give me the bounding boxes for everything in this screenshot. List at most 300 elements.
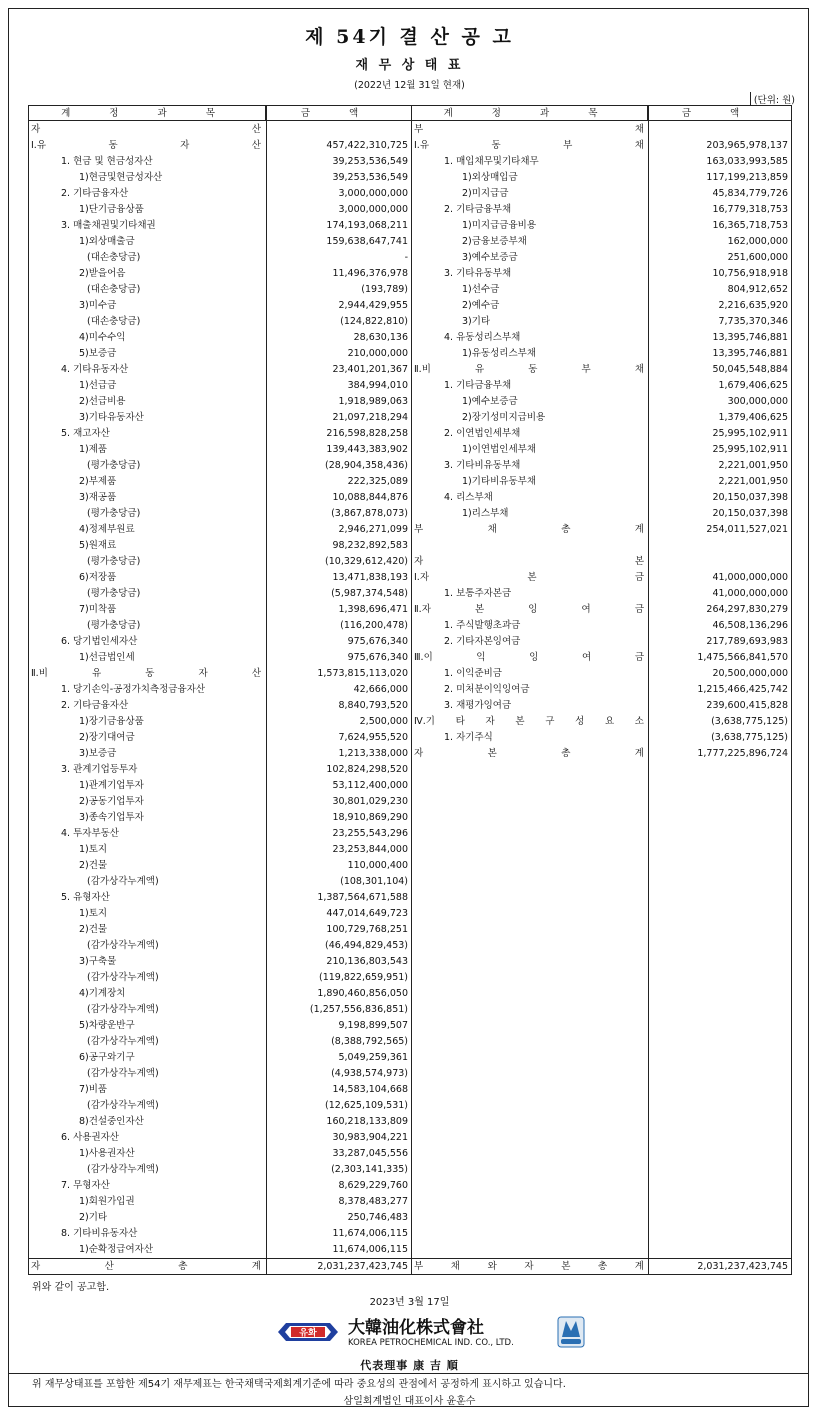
label-part: 채	[634, 364, 644, 375]
account-label: 2. 기타금융자산	[61, 188, 129, 199]
account-label: (감가상각누계액)	[87, 1164, 159, 1175]
table-row	[29, 1098, 791, 1114]
account-label: 1. 자기주식	[444, 732, 493, 743]
account-label: 8)건설중인자산	[79, 1116, 144, 1127]
account-amount: (3,867,878,073)	[331, 508, 408, 519]
account-amount: 2,500,000	[359, 716, 408, 727]
account-amount: 222,325,089	[347, 476, 408, 487]
account-amount: 25,995,102,911	[712, 444, 788, 455]
label-part: 금	[634, 572, 644, 583]
table-row	[29, 698, 791, 714]
table-row	[29, 394, 791, 410]
label-part: 채	[450, 1261, 460, 1272]
account-amount: 1,679,406,625	[718, 380, 788, 391]
account-amount: 216,598,828,258	[326, 428, 408, 439]
account-label: 1)유동성리스부채	[462, 348, 536, 359]
table-row	[29, 1034, 791, 1050]
account-label: 5)원재료	[79, 540, 117, 551]
table-row	[29, 746, 791, 762]
table-row	[29, 138, 791, 154]
account-label: 2)기타	[79, 1212, 108, 1223]
table-row	[29, 330, 791, 346]
label-part: 총	[178, 1261, 188, 1272]
account-label: (평가충당금)	[87, 588, 141, 599]
label-part: Ⅰ.유	[31, 140, 46, 151]
label-part: 자	[31, 124, 41, 135]
account-label: (감가상각누계액)	[87, 940, 159, 951]
account-label: 1)이연법인세부채	[462, 444, 536, 455]
account-label: 5)보증금	[79, 348, 117, 359]
account-label: 3. 기타비유동부채	[444, 460, 521, 471]
label-part: 자	[414, 748, 424, 759]
account-label: 1)관계기업투자	[79, 780, 144, 791]
table-row	[29, 650, 791, 666]
account-amount: 1,215,466,425,742	[697, 684, 788, 695]
account-amount: 3,000,000,000	[338, 204, 408, 215]
account-label	[414, 362, 644, 378]
account-amount: 16,779,318,753	[712, 204, 788, 215]
account-amount: 251,600,000	[727, 252, 788, 263]
account-amount: (119,822,659,951)	[318, 972, 408, 983]
account-label: 7)미착품	[79, 604, 117, 615]
account-amount: 1,475,566,841,570	[697, 652, 788, 663]
account-amount: (3,638,775,125)	[711, 716, 788, 727]
account-amount: 1,890,460,856,050	[317, 988, 408, 999]
account-label: 1)회원가입권	[79, 1196, 135, 1207]
table-row	[29, 938, 791, 954]
account-amount: 203,965,978,137	[706, 140, 788, 151]
label-part: 자	[198, 668, 208, 679]
left-total-amount: 2,031,237,423,745	[317, 1261, 408, 1272]
account-label	[414, 554, 644, 570]
table-row	[29, 842, 791, 858]
account-amount: 1,398,696,471	[338, 604, 408, 615]
account-label	[414, 570, 644, 586]
label-part: 계	[634, 524, 644, 535]
label-part: 산	[251, 140, 261, 151]
account-amount: 8,840,793,520	[338, 700, 408, 711]
account-amount: (116,200,478)	[340, 620, 408, 631]
account-amount: 18,910,869,290	[332, 812, 408, 823]
label-part: 요	[604, 716, 615, 727]
account-label: 2)장기성미지급비용	[462, 412, 546, 423]
table-row	[29, 186, 791, 202]
account-label: 1)사용권자산	[79, 1148, 135, 1159]
account-label: 1. 주식발행초과금	[444, 620, 521, 631]
account-label: 4. 유동성리스부채	[444, 332, 521, 343]
account-label	[414, 522, 644, 538]
label-part: 금	[634, 652, 644, 663]
account-label: 1)선급법인세	[79, 652, 135, 663]
account-amount: 300,000,000	[727, 396, 788, 407]
label-part: 총	[561, 748, 571, 759]
account-amount: (4,938,574,973)	[331, 1068, 408, 1079]
label-part: 와	[487, 1261, 497, 1272]
label-part: 자	[485, 716, 495, 727]
account-amount: 2,944,429,955	[338, 300, 408, 311]
label-part: 잉	[528, 604, 538, 615]
account-label: 5)차량운반구	[79, 1020, 135, 1031]
account-amount: (10,329,612,420)	[325, 556, 408, 567]
table-row	[29, 906, 791, 922]
account-label: 1. 이익준비금	[444, 668, 502, 679]
account-label: (감가상각누계액)	[87, 876, 159, 887]
account-label: 4. 리스부채	[444, 492, 493, 503]
account-label: 2. 기타금융자산	[61, 700, 129, 711]
account-amount: 11,674,006,115	[332, 1244, 408, 1255]
table-row	[29, 602, 791, 618]
account-amount: 20,150,037,398	[712, 492, 788, 503]
account-label: (감가상각누계액)	[87, 1068, 159, 1079]
label-part: 채	[634, 124, 644, 135]
table-row	[29, 1242, 791, 1258]
account-label: 1)현금및현금성자산	[79, 172, 163, 183]
table-row	[29, 890, 791, 906]
table-row	[29, 826, 791, 842]
account-amount: 39,253,536,549	[332, 156, 408, 167]
account-label: 3)구축물	[79, 956, 117, 967]
label-part: 익	[476, 652, 486, 663]
account-label: 2. 기타자본잉여금	[444, 636, 521, 647]
account-label: 1)토지	[79, 844, 108, 855]
label-part: 채	[634, 140, 644, 151]
account-amount: 11,674,006,115	[332, 1228, 408, 1239]
account-label: 2)예수금	[462, 300, 500, 311]
label-part: 본	[634, 556, 644, 567]
account-label: 1)선수금	[462, 284, 500, 295]
account-amount: 23,255,543,296	[332, 828, 408, 839]
account-amount: (12,625,109,531)	[325, 1100, 408, 1111]
label-part: 부	[563, 140, 573, 151]
label-part: 여	[581, 604, 591, 615]
label-part: 본	[527, 572, 537, 583]
table-row	[29, 250, 791, 266]
label-part: 산	[104, 1261, 114, 1272]
label-part: 부	[581, 364, 591, 375]
account-label: 1. 보통주자본금	[444, 588, 512, 599]
account-amount: 8,629,229,760	[338, 1180, 408, 1191]
right-amount-header: 금 액	[648, 106, 791, 121]
account-amount: 23,401,201,367	[332, 364, 408, 375]
table-row	[29, 762, 791, 778]
account-label: (평가충당금)	[87, 508, 141, 519]
account-label: 5. 재고자산	[61, 428, 110, 439]
announcement-note: 위와 같이 공고함.	[32, 1282, 110, 1293]
table-row	[29, 794, 791, 810]
account-label: 2)선급비용	[79, 396, 126, 407]
label-part: 동	[491, 140, 501, 151]
account-amount: 384,994,010	[347, 380, 408, 391]
account-label: 3. 관계기업등투자	[61, 764, 138, 775]
label-part: 소	[634, 716, 644, 727]
account-label: (대손충당금)	[87, 284, 141, 295]
account-label: 1)장기금융상품	[79, 716, 144, 727]
account-label: 2)금융보증부채	[462, 236, 527, 247]
label-part: Ⅱ.비	[31, 668, 48, 679]
table-row	[29, 426, 791, 442]
account-label: (감가상각누계액)	[87, 972, 159, 983]
account-amount: 2,216,635,920	[718, 300, 788, 311]
account-label: 1)제품	[79, 444, 108, 455]
account-label	[414, 122, 644, 138]
account-label: 2)건물	[79, 860, 108, 871]
label-part: 채	[487, 524, 497, 535]
account-label: 1)기타비유동부채	[462, 476, 536, 487]
account-label: 1)리스부채	[462, 508, 509, 519]
account-label: 1)미지급금융비용	[462, 220, 536, 231]
account-amount: 11,496,376,978	[332, 268, 408, 279]
account-label: 2)부제품	[79, 476, 117, 487]
table-row	[29, 170, 791, 186]
account-amount: 162,000,000	[727, 236, 788, 247]
left-total-label	[31, 1259, 261, 1275]
label-part: 본	[561, 1261, 571, 1272]
account-amount: 100,729,768,251	[326, 924, 408, 935]
account-amount: 14,583,104,668	[332, 1084, 408, 1095]
account-amount: (2,303,141,335)	[331, 1164, 408, 1175]
table-row	[29, 618, 791, 634]
label-part: Ⅱ.비	[414, 364, 431, 375]
account-amount: 5,049,259,361	[338, 1052, 408, 1063]
table-row	[29, 282, 791, 298]
account-label: 2)장기대여금	[79, 732, 135, 743]
label-part: Ⅲ.이	[414, 652, 433, 663]
account-label: 3)미수금	[79, 300, 117, 311]
table-row	[29, 554, 791, 570]
account-label: 3. 기타유동부채	[444, 268, 512, 279]
table-row	[29, 874, 791, 890]
label-part: 잉	[529, 652, 539, 663]
label-part: Ⅰ.유	[414, 140, 429, 151]
label-part: 부	[414, 1261, 424, 1272]
total-row	[29, 1259, 791, 1275]
account-amount: 1,379,406,625	[718, 412, 788, 423]
account-amount: 21,097,218,294	[332, 412, 408, 423]
table-row	[29, 122, 791, 138]
account-amount: 1,777,225,896,724	[697, 748, 788, 759]
table-row	[29, 442, 791, 458]
table-row	[29, 234, 791, 250]
account-amount: 239,600,415,828	[706, 700, 788, 711]
table-row	[29, 346, 791, 362]
account-amount: (5,987,374,548)	[331, 588, 408, 599]
table-row	[29, 1178, 791, 1194]
company-emblem-icon	[276, 1315, 586, 1349]
account-amount: 16,365,718,753	[712, 220, 788, 231]
account-label: 4. 투자부동산	[61, 828, 119, 839]
table-row	[29, 458, 791, 474]
account-amount: 45,834,779,726	[712, 188, 788, 199]
account-label	[414, 714, 644, 730]
label-part: 부	[414, 524, 424, 535]
table-row	[29, 362, 791, 378]
footer-divider	[8, 1373, 809, 1374]
account-amount: (193,789)	[361, 284, 408, 295]
account-amount: 53,112,400,000	[332, 780, 408, 791]
account-amount: 20,150,037,398	[712, 508, 788, 519]
account-amount: 804,912,652	[727, 284, 788, 295]
account-amount: 217,789,693,983	[706, 636, 788, 647]
label-part: 계	[634, 748, 644, 759]
table-row	[29, 1130, 791, 1146]
account-label: (평가충당금)	[87, 460, 141, 471]
label-part: Ⅱ.자	[414, 604, 431, 615]
table-row	[29, 490, 791, 506]
statement-title: 재 무 상 태 표	[355, 58, 464, 73]
account-label: 7. 무형자산	[61, 1180, 110, 1191]
account-amount: 30,983,904,221	[332, 1132, 408, 1143]
account-label: 4)미수수익	[79, 332, 126, 343]
announcement-date: 2023년 3월 17일	[369, 1297, 450, 1308]
label-part: 동	[108, 140, 118, 151]
label-part: 자	[414, 556, 424, 567]
unit-label: (단위: 원)	[750, 92, 795, 106]
left-account-header: 계 정 과 목	[29, 106, 266, 121]
table-row	[29, 218, 791, 234]
account-label: 6. 당기법인세자산	[61, 636, 138, 647]
account-label: 1)외상매출금	[79, 236, 135, 247]
account-label: 3)기타유동자산	[79, 412, 144, 423]
table-row	[29, 378, 791, 394]
account-amount: 42,666,000	[353, 684, 408, 695]
label-part: 산	[251, 668, 261, 679]
balance-sheet-table	[28, 105, 792, 1275]
account-amount: 20,500,000,000	[712, 668, 788, 679]
label-part: 계	[251, 1261, 261, 1272]
label-part: Ⅳ.기	[414, 716, 435, 727]
account-label: (감가상각누계액)	[87, 1100, 159, 1111]
label-part: 자	[524, 1261, 534, 1272]
table-row	[29, 1050, 791, 1066]
account-label: 5. 유형자산	[61, 892, 110, 903]
right-total-label	[414, 1259, 644, 1275]
account-label: 3. 매출채권및기타채권	[61, 220, 156, 231]
account-label	[414, 650, 644, 666]
account-amount: 39,253,536,549	[332, 172, 408, 183]
account-label: (대손충당금)	[87, 316, 141, 327]
account-label: 3)재공품	[79, 492, 117, 503]
account-amount: 9,198,899,507	[338, 1020, 408, 1031]
table-row	[29, 410, 791, 426]
account-amount: 2,221,001,950	[718, 476, 788, 487]
table-row	[29, 586, 791, 602]
label-part: 총	[597, 1261, 608, 1272]
table-row	[29, 810, 791, 826]
account-amount: (46,494,829,453)	[325, 940, 408, 951]
account-label: 3. 재평가잉여금	[444, 700, 512, 711]
account-amount: 210,136,803,543	[326, 956, 408, 967]
table-row	[29, 506, 791, 522]
label-part: 유	[91, 668, 102, 679]
table-row	[29, 1162, 791, 1178]
table-row	[29, 1146, 791, 1162]
account-amount: 7,624,955,520	[338, 732, 408, 743]
table-row	[29, 634, 791, 650]
table-row	[29, 922, 791, 938]
account-label: 2. 미처분이익잉여금	[444, 684, 530, 695]
table-row	[29, 298, 791, 314]
table-row	[29, 1194, 791, 1210]
label-part: 구	[545, 716, 555, 727]
account-amount: 160,218,133,809	[326, 1116, 408, 1127]
account-amount: 975,676,340	[347, 652, 408, 663]
table-row	[29, 1210, 791, 1226]
table-row	[29, 1002, 791, 1018]
account-amount: -	[404, 252, 408, 263]
account-label: 2. 기타금융부채	[444, 204, 512, 215]
table-row	[29, 154, 791, 170]
account-label: 1)단기금융상품	[79, 204, 144, 215]
table-row	[29, 1226, 791, 1242]
account-amount: 10,756,918,918	[712, 268, 788, 279]
account-label: 1. 기타금융부채	[444, 380, 512, 391]
account-label: 1)외상매입금	[462, 172, 518, 183]
table-row	[29, 714, 791, 730]
account-amount: 139,443,383,902	[326, 444, 408, 455]
table-row	[29, 1082, 791, 1098]
account-amount: 210,000,000	[347, 348, 408, 359]
label-part: 동	[145, 668, 155, 679]
account-amount: 1,387,564,671,588	[317, 892, 408, 903]
account-amount: 2,946,271,099	[338, 524, 408, 535]
account-amount: 250,746,483	[347, 1212, 408, 1223]
account-label: 1. 매입채무및기타채무	[444, 156, 539, 167]
account-amount: 1,918,989,063	[338, 396, 408, 407]
label-part: Ⅰ.자	[414, 572, 429, 583]
account-amount: 2,221,001,950	[718, 460, 788, 471]
account-label: 3)예수보증금	[462, 252, 518, 263]
account-amount: (8,388,792,565)	[331, 1036, 408, 1047]
table-row	[29, 970, 791, 986]
label-part: 자	[180, 140, 190, 151]
account-label: 2)건물	[79, 924, 108, 935]
account-amount: (124,822,810)	[340, 316, 408, 327]
table-row	[29, 682, 791, 698]
account-amount: 28,630,136	[353, 332, 408, 343]
table-row	[29, 778, 791, 794]
account-label: 8. 기타비유동자산	[61, 1228, 138, 1239]
account-label: 1. 현금 및 현금성자산	[61, 156, 153, 167]
company-name-english: KOREA PETROCHEMICAL IND. CO., LTD.	[348, 1338, 514, 1348]
account-label	[414, 602, 644, 618]
account-amount: 33,287,045,556	[332, 1148, 408, 1159]
company-logo	[276, 1315, 586, 1349]
account-label: 4)정제부원료	[79, 524, 135, 535]
label-part: 타	[455, 716, 465, 727]
account-amount: 23,253,844,000	[332, 844, 408, 855]
account-label: 2)미지급금	[462, 188, 509, 199]
account-amount: 975,676,340	[347, 636, 408, 647]
account-amount: 41,000,000,000	[712, 588, 788, 599]
table-row	[29, 858, 791, 874]
account-label: (평가충당금)	[87, 620, 141, 631]
table-row	[29, 474, 791, 490]
account-amount: 8,378,483,277	[338, 1196, 408, 1207]
account-label	[414, 746, 644, 762]
account-label: 1)선급금	[79, 380, 117, 391]
label-part: 성	[575, 716, 585, 727]
right-total-amount: 2,031,237,423,745	[697, 1261, 788, 1272]
account-amount: 98,232,892,583	[332, 540, 408, 551]
account-amount: 110,000,400	[347, 860, 408, 871]
label-part: 총	[561, 524, 571, 535]
table-row	[29, 730, 791, 746]
account-label: 1)순확정급여자산	[79, 1244, 153, 1255]
account-label: 1. 당기손익-공정가치측정금융자산	[61, 684, 205, 695]
account-amount: 457,422,310,725	[326, 140, 408, 151]
table-row	[29, 266, 791, 282]
account-amount: 1,573,815,113,020	[317, 668, 408, 679]
